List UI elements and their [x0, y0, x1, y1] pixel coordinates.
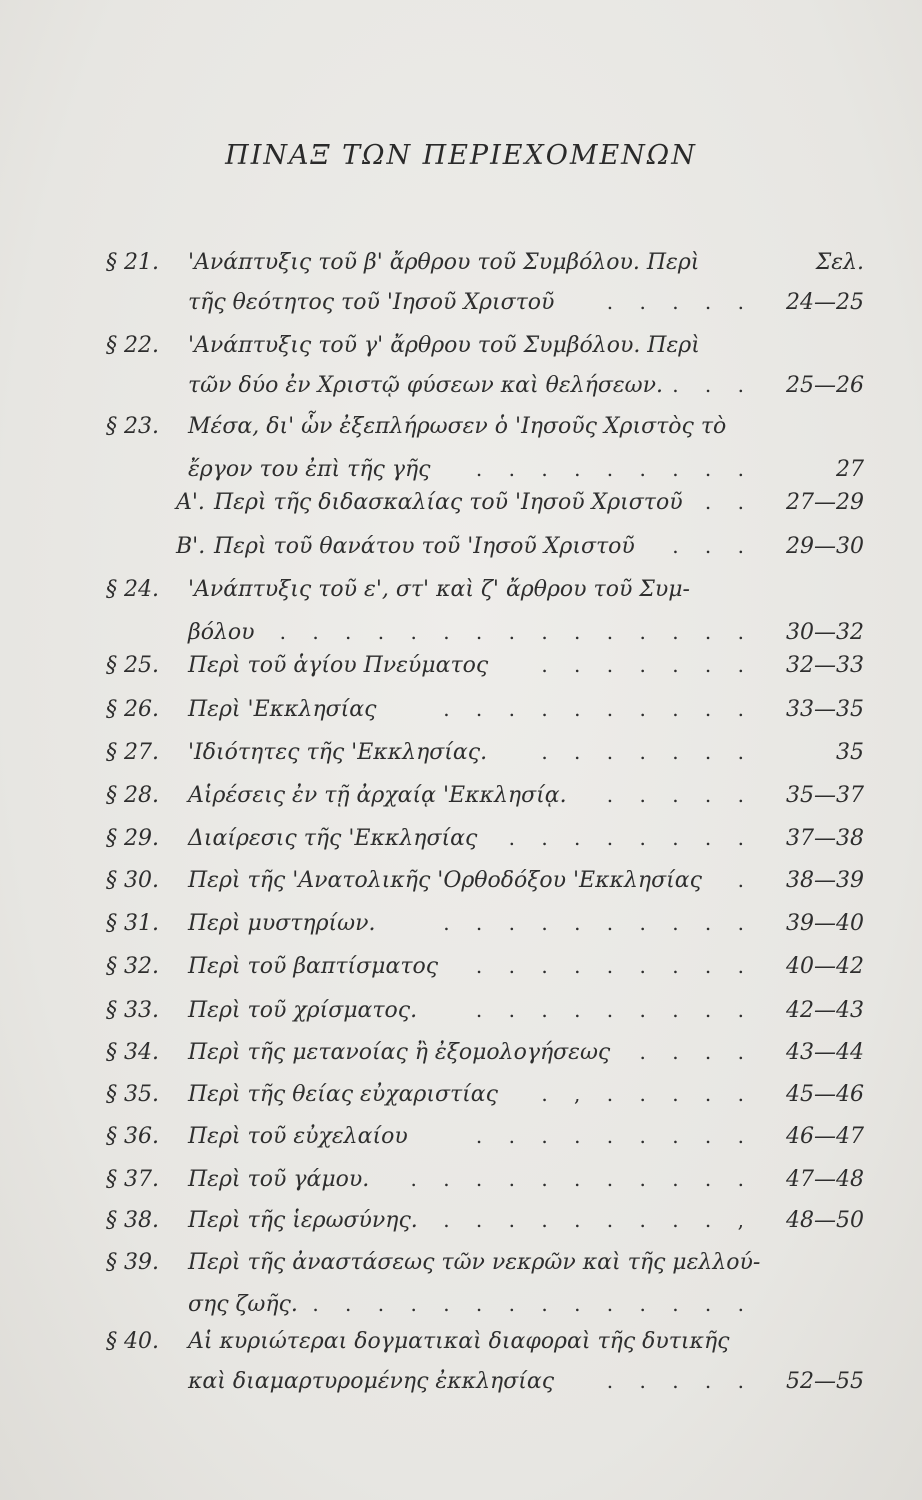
entry-title: Μέσα, δι' ὧν ἐξεπλήρωσεν ὁ 'Ιησοῦς Χριστὸς τὸ [188, 414, 727, 439]
entry-title: Περὶ τοῦ χρίσματος. [188, 998, 418, 1023]
toc-line [0, 250, 922, 290]
toc-line [0, 1208, 922, 1248]
toc-line [0, 954, 922, 994]
toc-line [0, 1250, 922, 1290]
toc-line [0, 1167, 922, 1207]
page-range: 39—40 [786, 911, 864, 936]
dot-leader: . . . . [639, 1040, 754, 1064]
page-range: 52—55 [786, 1369, 864, 1394]
entry-title: τῶν δύο ἐν Χριστῷ φύσεων καὶ θελήσεων. [188, 373, 663, 398]
entry-title: 'Ανάπτυξις τοῦ ε', στ' καὶ ζ' ἄρθρου τοῦ Συμ- [188, 577, 690, 602]
toc-line [0, 1082, 922, 1122]
toc-line [0, 998, 922, 1038]
dot-leader: . . . . . . . . . [475, 457, 754, 481]
section-number: § 40. [106, 1329, 159, 1354]
dot-leader: . . . [672, 373, 754, 397]
toc-line [0, 333, 922, 373]
dot-leader: . . . . . . . [541, 740, 754, 764]
dot-leader: . , . . . . . [541, 1082, 754, 1106]
entry-title: βόλου [188, 620, 255, 645]
dot-leader: . . . . . . . . . , [443, 1208, 754, 1232]
section-number: § 38. [106, 1208, 159, 1233]
section-number: § 32. [106, 954, 159, 979]
toc-line [0, 653, 922, 693]
page-range: 43—44 [786, 1040, 864, 1065]
entry-title: Περὶ τοῦ γάμου. [188, 1167, 370, 1192]
dot-leader: . . [704, 490, 754, 514]
page-range: 27 [836, 457, 864, 482]
toc-line [0, 1040, 922, 1080]
page-range: 33—35 [786, 697, 864, 722]
toc-line [0, 414, 922, 454]
entry-title: Περὶ τοῦ ἁγίου Πνεύματος [188, 653, 489, 678]
entry-title: Περὶ τοῦ βαπτίσματος [188, 954, 439, 979]
section-number: § 33. [106, 998, 159, 1023]
entry-title: ἔργον του ἐπὶ τῆς γῆς [188, 457, 431, 482]
entry-title: Περὶ τῆς μετανοίας ἢ ἐξομολογήσεως [188, 1040, 611, 1065]
page-range: 35—37 [786, 783, 864, 808]
section-number: § 25. [106, 653, 159, 678]
entry-title: σης ζωῆς. [188, 1292, 298, 1317]
entry-title: Περὶ μυστηρίων. [188, 911, 376, 936]
page-range: 46—47 [786, 1124, 864, 1149]
page-column-header: Σελ. [815, 250, 864, 275]
toc-line [0, 1124, 922, 1164]
page-range: 30—32 [786, 620, 864, 645]
section-number: § 29. [106, 826, 159, 851]
page-range: 37—38 [786, 826, 864, 851]
toc-line [0, 577, 922, 617]
subsection-letter: Β'. [176, 534, 206, 559]
entry-title: Περὶ τῆς θείας εὐχαριστίας [188, 1082, 498, 1107]
section-number: § 28. [106, 783, 159, 808]
dot-leader: . . . . . . . . . [475, 1124, 754, 1148]
entry-title: Διαίρεσις τῆς 'Εκκλησίας [188, 826, 478, 851]
dot-leader: . [737, 868, 754, 892]
section-number: § 39. [106, 1250, 159, 1275]
entry-title: Περὶ τῆς διδασκαλίας τοῦ 'Ιησοῦ Χριστοῦ [214, 490, 683, 515]
page-range: 32—33 [786, 653, 864, 678]
dot-leader: . . . . . . . . . . [443, 697, 754, 721]
entry-title: καὶ διαμαρτυρομένης ἐκκλησίας [188, 1369, 555, 1394]
page-range: 27—29 [786, 490, 864, 515]
entry-title: Περὶ τῆς 'Ανατολικῆς 'Ορθοδόξου 'Εκκλησίας [188, 868, 702, 893]
section-number: § 35. [106, 1082, 159, 1107]
page-range: 29—30 [786, 534, 864, 559]
entry-title: Αἱρέσεις ἐν τῇ ἀρχαίᾳ 'Εκκλησίᾳ. [188, 783, 567, 808]
dot-leader: . . . . . [606, 783, 754, 807]
toc-line [0, 911, 922, 951]
page-range: 47—48 [786, 1167, 864, 1192]
dot-leader: . . . . . . . . . . [443, 911, 754, 935]
entry-title: Περὶ τῆς ἀναστάσεως τῶν νεκρῶν καὶ τῆς μελλού- [188, 1250, 761, 1275]
entry-title: 'Ανάπτυξις τοῦ β' ἄρθρου τοῦ Συμβόλου. Περὶ [188, 250, 700, 275]
section-number: § 31. [106, 911, 159, 936]
page-range: 40—42 [786, 954, 864, 979]
toc-line [0, 697, 922, 737]
entry-title: Περὶ 'Εκκλησίας [188, 697, 377, 722]
dot-leader: . . . . . [606, 1369, 754, 1393]
section-number: § 34. [106, 1040, 159, 1065]
page-range: 38—39 [786, 868, 864, 893]
section-number: § 23. [106, 414, 159, 439]
dot-leader: . . . . . . . . . [475, 998, 754, 1022]
entry-title: τῆς θεότητος τοῦ 'Ιησοῦ Χριστοῦ [188, 290, 555, 315]
toc-line [0, 373, 922, 413]
entry-title: Περὶ τοῦ εὐχελαίου [188, 1124, 408, 1149]
entry-title: Αἱ κυριώτεραι δογματικαὶ διαφοραὶ τῆς δυτικῆς [188, 1329, 730, 1354]
section-number: § 21. [106, 250, 159, 275]
toc-line [0, 783, 922, 823]
subsection-letter: Α'. [176, 490, 205, 515]
section-number: § 27. [106, 740, 159, 765]
section-number: § 36. [106, 1124, 159, 1149]
page-range: 42—43 [786, 998, 864, 1023]
section-number: § 24. [106, 577, 159, 602]
dot-leader: . . . . . . . . . . . . . . . [279, 620, 754, 644]
toc-line [0, 534, 922, 574]
toc-line [0, 290, 922, 330]
entry-title: 'Ιδιότητες τῆς 'Εκκλησίας. [188, 740, 488, 765]
dot-leader: . . . . . . . . [508, 826, 754, 850]
entry-title: Περὶ τῆς ἱερωσύνης. [188, 1208, 418, 1233]
page-range: 25—26 [786, 373, 864, 398]
page-range: 24—25 [786, 290, 864, 315]
entry-title: 'Ανάπτυξις τοῦ γ' ἄρθρου τοῦ Συμβόλου. Περὶ [188, 333, 700, 358]
section-number: § 26. [106, 697, 159, 722]
page-range: 48—50 [786, 1208, 864, 1233]
toc-line [0, 868, 922, 908]
page-title: ΠΙΝΑΞ ΤΩΝ ΠΕΡΙΕΧΟΜΕΝΩΝ [225, 140, 697, 171]
dot-leader: . . . . . . . . . . . [410, 1167, 754, 1191]
toc-line [0, 1369, 922, 1409]
section-number: § 30. [106, 868, 159, 893]
dot-leader: . . . . . . . . . . . . . . [312, 1292, 754, 1316]
dot-leader: . . . . . . . [541, 653, 754, 677]
page-range: 45—46 [786, 1082, 864, 1107]
toc-line [0, 490, 922, 530]
dot-leader: . . . [672, 534, 754, 558]
dot-leader: . . . . . . . . . [475, 954, 754, 978]
toc-line [0, 826, 922, 866]
page-range: 35 [836, 740, 864, 765]
toc-line [0, 1292, 922, 1332]
section-number: § 37. [106, 1167, 159, 1192]
toc-line [0, 740, 922, 780]
dot-leader: . . . . . [606, 290, 754, 314]
section-number: § 22. [106, 333, 159, 358]
toc-line [0, 1329, 922, 1369]
entry-title: Περὶ τοῦ θανάτου τοῦ 'Ιησοῦ Χριστοῦ [214, 534, 635, 559]
